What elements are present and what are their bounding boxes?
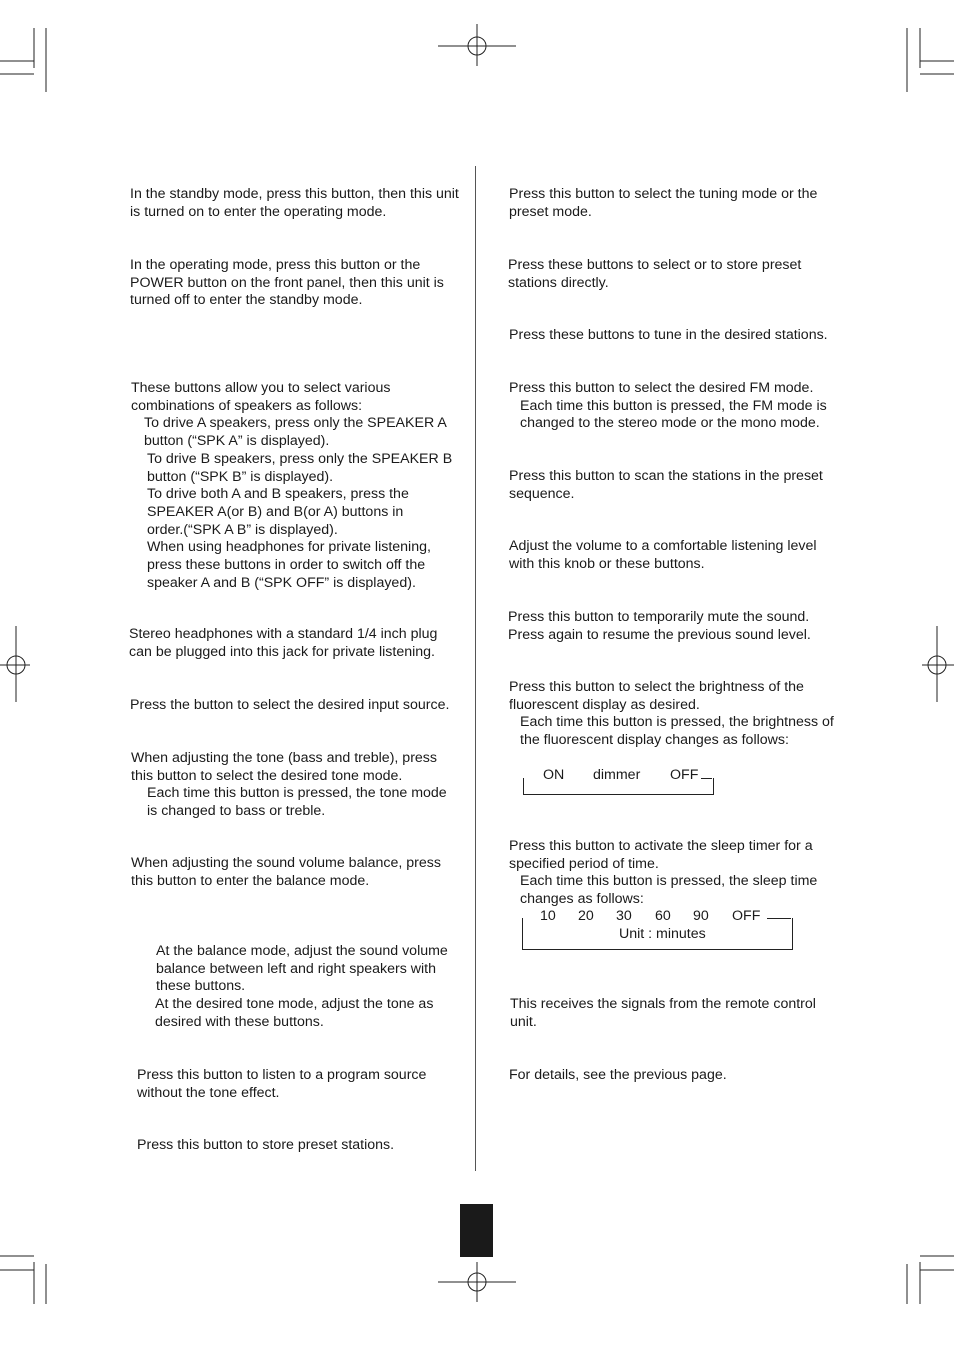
text-line: POWER button on the front panel, then this unit is bbox=[130, 274, 444, 291]
text-line: When using headphones for private listening, bbox=[147, 539, 431, 556]
text-line: desired with these buttons. bbox=[155, 1013, 324, 1030]
dimmer-step-off: OFF bbox=[670, 767, 699, 783]
text-line: When adjusting the sound volume balance, press bbox=[131, 855, 441, 871]
mute-description bbox=[508, 609, 811, 644]
memory-description bbox=[137, 1137, 394, 1155]
text-line: Stereo headphones with a standard 1/4 inch plug bbox=[129, 626, 438, 642]
page-tab-marker bbox=[460, 1204, 493, 1257]
text-line: To drive both A and B speakers, press the bbox=[147, 486, 409, 503]
text-line: These buttons allow you to select various bbox=[131, 380, 391, 396]
sleep-step-30: 30 bbox=[616, 908, 632, 924]
sleep-step-90: 90 bbox=[693, 908, 709, 924]
text-line: Press this button to select the desired FM mode. bbox=[509, 380, 814, 396]
text-line: sequence. bbox=[509, 485, 575, 502]
text-line: Press this button to select the tuning mode or the bbox=[509, 186, 818, 202]
text-line: with this knob or these buttons. bbox=[509, 555, 705, 572]
text-line: preset mode. bbox=[509, 203, 592, 220]
text-line: At the desired tone mode, adjust the tone as bbox=[155, 996, 434, 1013]
text-line: In the standby mode, press this button, then this unit bbox=[130, 186, 459, 202]
text-line: Press this button to activate the sleep timer for a bbox=[509, 838, 813, 854]
text-line: Each time this button is pressed, the sleep time bbox=[520, 873, 818, 890]
remote-sensor-description bbox=[510, 996, 816, 1031]
power-off-description bbox=[130, 257, 444, 310]
text-line: Each time this button is pressed, the brightness of bbox=[520, 714, 834, 731]
text-line: unit. bbox=[510, 1013, 537, 1030]
text-line: Press this button to store preset stations. bbox=[137, 1137, 395, 1153]
text-line: turned off to enter the standby mode. bbox=[130, 292, 363, 309]
input-description bbox=[130, 697, 449, 715]
text-line: At the balance mode, adjust the sound volume bbox=[156, 943, 448, 959]
text-line: When adjusting the tone (bass and treble), press bbox=[131, 750, 437, 766]
text-line: is changed to bass or treble. bbox=[147, 803, 326, 820]
text-line: In the operating mode, press this button or the bbox=[130, 257, 421, 273]
sleep-description bbox=[509, 838, 817, 909]
dimmer-description bbox=[509, 679, 834, 750]
text-line: can be plugged into this jack for private listening. bbox=[129, 643, 436, 660]
text-line: To drive A speakers, press only the SPEAKER A bbox=[144, 415, 447, 432]
text-line: Press these buttons to tune in the desired stations. bbox=[509, 327, 828, 343]
dimmer-loop-line bbox=[523, 778, 714, 795]
text-line: fluorescent display as desired. bbox=[509, 696, 700, 713]
text-line: For details, see the previous page. bbox=[509, 1067, 727, 1083]
text-line: changes as follows: bbox=[520, 891, 644, 908]
text-line: Adjust the volume to a comfortable listening level bbox=[509, 538, 817, 554]
text-line: order.(“SPK A B” is displayed). bbox=[147, 521, 338, 538]
text-line: without the tone effect. bbox=[137, 1084, 280, 1101]
tone-mode-description bbox=[131, 750, 447, 821]
balance-mode-description bbox=[131, 855, 441, 890]
text-line: button (“SPK B” is displayed). bbox=[147, 468, 334, 485]
sleep-step-off: OFF bbox=[732, 908, 761, 924]
text-line: Press again to resume the previous sound level. bbox=[508, 626, 811, 643]
text-line: these buttons. bbox=[156, 978, 246, 995]
standby-on-description bbox=[130, 186, 459, 221]
text-line: Press this button to listen to a program source bbox=[137, 1067, 427, 1083]
text-line: speaker A and B (“SPK OFF” is displayed). bbox=[147, 574, 416, 591]
text-line: Press this button to select the brightness of the bbox=[509, 679, 804, 695]
text-line: Press this button to scan the stations in the preset bbox=[509, 468, 823, 484]
text-line: this button to select the desired tone mode. bbox=[131, 767, 403, 784]
text-line: the fluorescent display changes as follows: bbox=[520, 732, 789, 749]
text-line: Each time this button is pressed, the FM mode is bbox=[520, 397, 827, 414]
text-line: SPEAKER A(or B) and B(or A) buttons in bbox=[147, 503, 404, 520]
text-line: stations directly. bbox=[508, 274, 609, 291]
text-line: Press this button to temporarily mute the sound. bbox=[508, 609, 810, 625]
tone-defeat-description bbox=[137, 1067, 426, 1102]
speakers-description bbox=[131, 380, 452, 592]
text-line: button (“SPK A” is displayed). bbox=[144, 433, 330, 450]
text-line: Press these buttons to select or to store preset bbox=[508, 257, 802, 273]
text-line: is turned on to enter the operating mode. bbox=[130, 203, 387, 220]
text-line: This receives the signals from the remote control bbox=[510, 996, 816, 1012]
text-line: this button to enter the balance mode. bbox=[131, 872, 370, 889]
sleep-step-10: 10 bbox=[540, 908, 556, 924]
preset-scan-description bbox=[509, 468, 823, 503]
volume-description bbox=[509, 538, 817, 573]
dimmer-step-dimmer: dimmer bbox=[593, 767, 641, 783]
column-divider bbox=[475, 166, 476, 1171]
text-line: Press the button to select the desired input source. bbox=[130, 697, 450, 713]
sleep-step-20: 20 bbox=[578, 908, 594, 924]
preset-direct-description bbox=[508, 257, 801, 292]
dimmer-step-on: ON bbox=[543, 767, 565, 783]
sleep-step-60: 60 bbox=[655, 908, 671, 924]
text-line: To drive B speakers, press only the SPEAKER B bbox=[147, 450, 453, 467]
text-line: press these buttons in order to switch off the bbox=[147, 557, 426, 574]
text-line: balance between left and right speakers with bbox=[156, 960, 436, 977]
tuning-description bbox=[509, 327, 828, 345]
headphones-description bbox=[129, 626, 437, 661]
tuning-mode-description bbox=[509, 186, 817, 221]
sleep-loop-line bbox=[522, 918, 793, 950]
text-line: Each time this button is pressed, the tone mode bbox=[147, 785, 447, 802]
text-line: combinations of speakers as follows: bbox=[131, 397, 363, 414]
sleep-unit-label: Unit : minutes bbox=[619, 926, 706, 942]
text-line: changed to the stereo mode or the mono mode. bbox=[520, 415, 820, 432]
adjust-description bbox=[155, 943, 448, 1032]
fm-mode-description bbox=[509, 380, 827, 433]
details-description bbox=[509, 1067, 727, 1085]
text-line: specified period of time. bbox=[509, 855, 659, 872]
